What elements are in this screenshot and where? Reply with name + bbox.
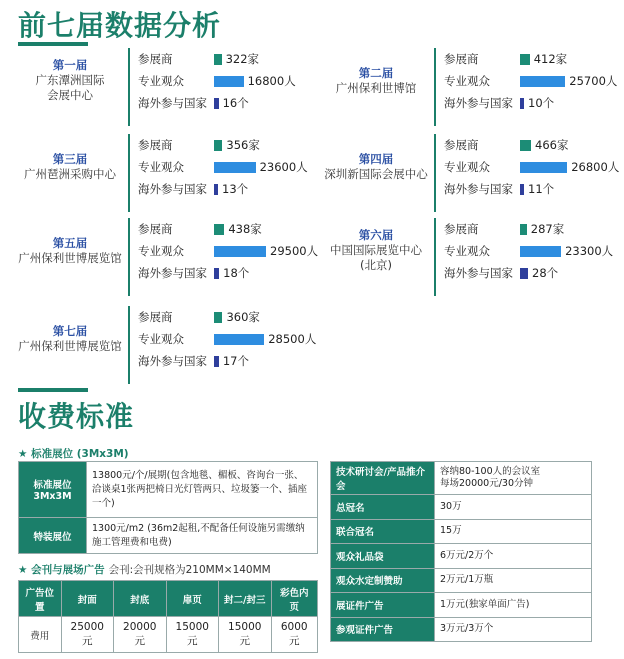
stat-label: 专业观众 bbox=[138, 332, 184, 346]
session-venue: 广东潭洲国际 bbox=[35, 73, 105, 87]
stat-value: 17个 bbox=[222, 354, 249, 368]
stat-value: 10个 bbox=[528, 96, 555, 110]
stat-row-exhibitors bbox=[444, 134, 568, 156]
ads-price-cell: 25000元 bbox=[61, 617, 114, 653]
stat-bar-audience bbox=[214, 162, 256, 173]
stat-row-countries bbox=[138, 178, 248, 200]
ads-row-label: 费用 bbox=[19, 617, 62, 653]
stat-value: 356家 bbox=[226, 138, 260, 152]
sponsor-price: 6万元/2万个 bbox=[435, 544, 592, 569]
sponsor-price: 1万元(独家单面广告) bbox=[435, 593, 592, 618]
ads-header-cell: 封底 bbox=[114, 581, 167, 617]
stat-row-exhibitors bbox=[444, 218, 564, 240]
session-number: 第三届 bbox=[52, 152, 88, 166]
sponsor-row bbox=[331, 568, 592, 593]
title-underline bbox=[18, 42, 88, 46]
session-title bbox=[324, 152, 428, 182]
ads-heading bbox=[18, 562, 271, 577]
session-venue: 深圳新国际会展中心 bbox=[324, 167, 428, 181]
sponsor-item: 技术研讨会/产品推介会 bbox=[331, 462, 435, 495]
stat-row-audience bbox=[138, 156, 308, 178]
sponsor-item: 联合冠名 bbox=[331, 519, 435, 544]
booth-spec-label: 特装展位 bbox=[19, 518, 87, 554]
stat-bar-exhibitors bbox=[520, 140, 531, 151]
stat-label: 参展商 bbox=[138, 52, 173, 66]
stat-label: 海外参与国家 bbox=[444, 182, 513, 196]
booth-heading: ★ 标准展位 (3Mx3M) bbox=[18, 448, 129, 460]
stat-label: 海外参与国家 bbox=[138, 96, 207, 110]
stat-bar-countries bbox=[214, 268, 219, 279]
stat-bar-countries bbox=[520, 268, 528, 279]
stat-label: 参展商 bbox=[138, 138, 173, 152]
stat-label: 参展商 bbox=[138, 222, 173, 236]
ads-header-cell: 扉页 bbox=[166, 581, 219, 617]
ads-heading-note: 会刊:会刊规格为210MM×140MM bbox=[108, 564, 271, 576]
ads-header-cell: 广告位置 bbox=[19, 581, 62, 617]
sponsor-item: 总冠名 bbox=[331, 495, 435, 520]
stat-row-audience bbox=[138, 328, 316, 350]
stat-row-countries bbox=[444, 178, 554, 200]
stat-label: 参展商 bbox=[444, 52, 479, 66]
session-venue: (北京) bbox=[360, 258, 392, 272]
ads-header-cell: 封面 bbox=[61, 581, 114, 617]
stat-value: 438家 bbox=[228, 222, 262, 236]
stat-row-audience bbox=[138, 70, 296, 92]
ads-table bbox=[18, 580, 318, 653]
session-title bbox=[18, 236, 122, 266]
session-card bbox=[18, 48, 318, 132]
stat-bar-exhibitors bbox=[214, 312, 222, 323]
stat-row-countries bbox=[138, 350, 249, 372]
stat-label: 专业观众 bbox=[444, 74, 490, 88]
stat-bar-exhibitors bbox=[214, 140, 222, 151]
booth-table bbox=[18, 461, 318, 554]
sponsor-row bbox=[331, 519, 592, 544]
stat-row-countries bbox=[138, 262, 249, 284]
stat-label: 参展商 bbox=[444, 138, 479, 152]
stat-bar-countries bbox=[520, 98, 524, 109]
session-divider bbox=[128, 218, 130, 296]
sponsor-price: 30万 bbox=[435, 495, 592, 520]
stat-bar-countries bbox=[520, 184, 524, 195]
stat-label: 专业观众 bbox=[444, 160, 490, 174]
sponsor-item: 观众水定制赞助 bbox=[331, 568, 435, 593]
session-title bbox=[18, 152, 122, 182]
stat-row-exhibitors bbox=[444, 48, 567, 70]
session-divider bbox=[434, 134, 436, 212]
ads-price-cell: 15000元 bbox=[219, 617, 272, 653]
stat-row-countries bbox=[444, 262, 558, 284]
session-title bbox=[324, 228, 428, 273]
stat-label: 海外参与国家 bbox=[444, 266, 513, 280]
stat-bar-exhibitors bbox=[214, 54, 222, 65]
stat-label: 专业观众 bbox=[138, 160, 184, 174]
stat-value: 23600人 bbox=[259, 160, 308, 174]
session-number: 第二届 bbox=[358, 66, 394, 80]
sponsor-item: 展证件广告 bbox=[331, 593, 435, 618]
stat-value: 18个 bbox=[223, 266, 250, 280]
sponsor-price: 15万 bbox=[435, 519, 592, 544]
stat-label: 海外参与国家 bbox=[444, 96, 513, 110]
stat-bar-audience bbox=[520, 162, 567, 173]
stat-row-audience bbox=[444, 156, 619, 178]
sponsor-row bbox=[331, 462, 592, 495]
sponsor-price: 3万元/3万个 bbox=[435, 617, 592, 642]
session-venue: 广州保利世博馆 bbox=[335, 81, 417, 95]
stat-value: 29500人 bbox=[270, 244, 319, 258]
stat-row-audience bbox=[444, 70, 617, 92]
session-number: 第六届 bbox=[358, 228, 394, 242]
session-card bbox=[324, 218, 624, 302]
stat-value: 322家 bbox=[225, 52, 260, 66]
stat-value: 287家 bbox=[530, 222, 565, 236]
session-divider bbox=[128, 48, 130, 126]
booth-std-desc: 13800元/个/展期(包含地毯、楣板、咨询台一张、洽谈桌1张两把椅日光灯管两只、垃圾篓一个、插座一个) bbox=[87, 462, 318, 518]
sponsor-item: 观众礼品袋 bbox=[331, 544, 435, 569]
session-venue: 广州琶洲采购中心 bbox=[24, 167, 116, 181]
session-divider bbox=[128, 306, 130, 384]
session-card bbox=[324, 134, 624, 218]
session-divider bbox=[434, 48, 436, 126]
stat-label: 海外参与国家 bbox=[138, 266, 207, 280]
stat-bar-exhibitors bbox=[214, 224, 224, 235]
booth-std-label: 标准展位 3Mx3M bbox=[19, 462, 87, 518]
section-title-history: 前七届数据分析 bbox=[18, 9, 222, 42]
sponsor-row bbox=[331, 617, 592, 642]
session-venue: 广州保利世博展览馆 bbox=[18, 339, 122, 353]
session-venue: 中国国际展览中心 bbox=[330, 243, 422, 257]
stat-row-exhibitors bbox=[138, 48, 259, 70]
stat-value: 16800人 bbox=[247, 74, 296, 88]
stat-value: 466家 bbox=[535, 138, 569, 152]
stat-value: 26800人 bbox=[571, 160, 620, 174]
ads-header-cell: 封二/封三 bbox=[219, 581, 272, 617]
stat-row-exhibitors bbox=[138, 134, 260, 156]
stat-bar-exhibitors bbox=[520, 224, 527, 235]
session-number: 第五届 bbox=[52, 236, 88, 250]
session-title bbox=[324, 66, 428, 96]
stat-bar-countries bbox=[214, 356, 219, 367]
stat-row-exhibitors bbox=[138, 218, 262, 240]
stat-value: 25700人 bbox=[569, 74, 618, 88]
ads-price-cell: 20000元 bbox=[114, 617, 167, 653]
sponsor-row bbox=[331, 593, 592, 618]
stat-label: 海外参与国家 bbox=[138, 354, 207, 368]
session-number: 第七届 bbox=[52, 324, 88, 338]
stat-value: 13个 bbox=[222, 182, 249, 196]
session-venue: 会展中心 bbox=[47, 88, 93, 102]
session-card bbox=[18, 134, 318, 218]
session-number: 第一届 bbox=[52, 58, 88, 72]
stat-label: 专业观众 bbox=[138, 244, 184, 258]
session-title bbox=[18, 324, 122, 354]
stat-value: 412家 bbox=[533, 52, 568, 66]
stat-value: 28个 bbox=[532, 266, 559, 280]
session-title bbox=[18, 58, 122, 103]
stat-value: 23300人 bbox=[565, 244, 614, 258]
stat-row-exhibitors bbox=[138, 306, 260, 328]
session-divider bbox=[128, 134, 130, 212]
stat-bar-exhibitors bbox=[520, 54, 530, 65]
stat-row-countries bbox=[138, 92, 249, 114]
session-venue: 广州保利世博展览馆 bbox=[18, 251, 122, 265]
stat-label: 参展商 bbox=[138, 310, 173, 324]
ads-price-cell: 6000元 bbox=[271, 617, 318, 653]
session-card bbox=[18, 218, 318, 302]
stat-value: 11个 bbox=[528, 182, 555, 196]
sponsor-row bbox=[331, 495, 592, 520]
stat-label: 参展商 bbox=[444, 222, 479, 236]
sponsor-row bbox=[331, 544, 592, 569]
stat-label: 专业观众 bbox=[444, 244, 490, 258]
stat-row-countries bbox=[444, 92, 554, 114]
stat-bar-audience bbox=[214, 334, 264, 345]
sponsor-price: 2万元/1万瓶 bbox=[435, 568, 592, 593]
session-divider bbox=[434, 218, 436, 296]
sponsor-price: 容纳80-100人的会议室 每场20000元/30分钟 bbox=[435, 462, 592, 495]
stat-value: 360家 bbox=[226, 310, 260, 324]
stat-row-audience bbox=[138, 240, 318, 262]
ads-price-cell: 15000元 bbox=[166, 617, 219, 653]
booth-spec-desc: 1300元/m2 (36m2起租,不配备任何设施另需缴纳施工管理费和电费) bbox=[87, 518, 318, 554]
stat-value: 16个 bbox=[222, 96, 249, 110]
stat-row-audience bbox=[444, 240, 613, 262]
stat-bar-audience bbox=[520, 246, 561, 257]
session-card bbox=[18, 306, 318, 390]
stat-label: 海外参与国家 bbox=[138, 182, 207, 196]
session-number: 第四届 bbox=[358, 152, 394, 166]
session-card bbox=[324, 48, 624, 132]
stat-bar-audience bbox=[520, 76, 565, 87]
ads-heading-title: ★ 会刊与展场广告 bbox=[18, 564, 105, 576]
title-overline bbox=[18, 388, 88, 392]
stat-label: 专业观众 bbox=[138, 74, 184, 88]
stat-bar-audience bbox=[214, 76, 244, 87]
stat-value: 28500人 bbox=[268, 332, 317, 346]
ads-header-cell: 彩色内页 bbox=[271, 581, 318, 617]
sponsor-item: 参观证件广告 bbox=[331, 617, 435, 642]
section-title-fees: 收费标准 bbox=[18, 400, 135, 433]
stat-bar-audience bbox=[214, 246, 266, 257]
sponsor-table bbox=[330, 461, 592, 642]
stat-bar-countries bbox=[214, 184, 218, 195]
stat-bar-countries bbox=[214, 98, 219, 109]
